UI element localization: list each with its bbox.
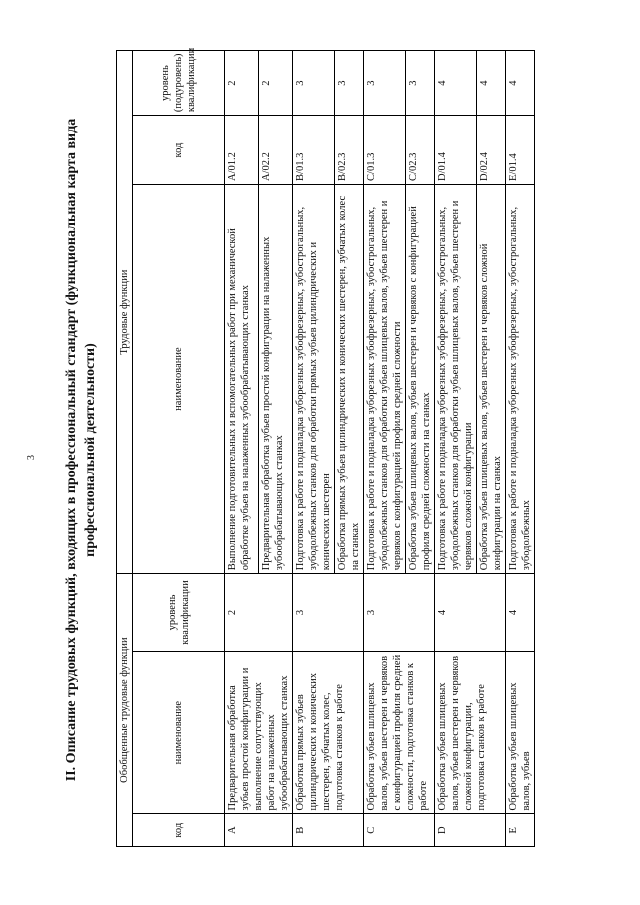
header-function-name: наименование	[133, 184, 225, 573]
group-level: 2	[225, 574, 293, 652]
table-row	[293, 51, 335, 847]
header-function-code: код	[133, 116, 225, 185]
group-level: 3	[364, 574, 435, 652]
group-name: Предварительная обработка зубьев простой конфигурации и выполнение сопутствующих работ на налаженных зубообрабатывающих станках	[225, 651, 293, 814]
function-level: 4	[506, 51, 535, 116]
header-row-1	[117, 51, 133, 847]
function-name: Подготовка к работе и подналадка зуборезных зубофрезерных, зубострогальных, зубодолбежных	[506, 184, 535, 573]
group-code: E	[506, 814, 535, 847]
function-name: Обработка зубьев шлицевых валов, зубьев шестерен и червяков сложной конфигурации на станках	[477, 184, 506, 573]
header-name: наименование	[133, 651, 225, 814]
group-code: A	[225, 814, 293, 847]
group-name: Обработка зубьев шлицевых валов, зубьев шестерен и червяков с конфигурацией профиля средней сложности, подготовка станков к работе	[364, 651, 435, 814]
section-title-line-1: II. Описание трудовых функций, входящих в профессиональный стандарт (функциональная карта вида	[64, 118, 79, 782]
function-code: C/02.3	[406, 116, 435, 185]
group-name: Обработка зубьев шлицевых валов, зубьев	[506, 651, 535, 814]
header-row-2	[133, 51, 225, 847]
group-level: 3	[293, 574, 364, 652]
function-name: Обработка прямых зубьев цилиндрических и конических шестерен, зубчатых колес на станках	[335, 184, 364, 573]
function-level: 3	[335, 51, 364, 116]
page-number: 3	[26, 455, 37, 460]
header-sublevel: уровень (подуровень) квалификации	[133, 51, 225, 116]
function-name: Выполнение подготовительных и вспомогательных работ при механической обработке зубьев на налаженных зубообрабатывающих станках	[225, 184, 259, 573]
group-code: D	[435, 814, 506, 847]
function-code: B/01.3	[293, 116, 335, 185]
function-name: Предварительная обработка зубьев простой конфигурации на налаженных зубообрабатывающих станках	[259, 184, 293, 573]
function-level: 3	[406, 51, 435, 116]
function-code: C/01.3	[364, 116, 406, 185]
function-name: Подготовка к работе и подналадка зуборезных зубофрезерных, зубострогальных, зубодолбежных станков для обработки зубьев шлицевых валов, зубьев шестерен и червяков с конфигурацией профиля средней сложности	[364, 184, 406, 573]
group-name: Обработка прямых зубьев цилиндрических и конических шестерен, зубчатых колес, подготовка станков к работе	[293, 651, 364, 814]
section-title	[62, 55, 100, 845]
function-code: E/01.4	[506, 116, 535, 185]
function-name: Подготовка к работе и подналадка зуборезных зубофрезерных, зубострогальных, зубодолбежных станков для обработки зубьев шлицевых валов, зубьев шестерен и червяков сложной конфигурации	[435, 184, 477, 573]
function-level: 4	[435, 51, 477, 116]
table-row	[364, 51, 406, 847]
header-generalized: Обобщенные трудовые функции	[117, 574, 133, 847]
table-row	[506, 51, 535, 847]
group-name: Обработка зубьев шлицевых валов, зубьев шестерен и червяков сложной конфигурации, подготовка станков к работе	[435, 651, 506, 814]
function-level: 2	[225, 51, 259, 116]
header-code: код	[133, 814, 225, 847]
section-title-line-2: профессиональной деятельности)	[83, 343, 98, 557]
function-code: A/01.2	[225, 116, 259, 185]
function-level: 3	[293, 51, 335, 116]
group-code: C	[364, 814, 435, 847]
function-level: 4	[477, 51, 506, 116]
header-labor-functions: Трудовые функции	[117, 51, 133, 574]
group-level: 4	[506, 574, 535, 652]
group-code: B	[293, 814, 364, 847]
function-code: D/02.4	[477, 116, 506, 185]
function-code: D/01.4	[435, 116, 477, 185]
table-row	[225, 51, 259, 847]
function-name: Обработка зубьев шлицевых валов, зубьев шестерен и червяков с конфигурацией профиля средней сложности на станках	[406, 184, 435, 573]
function-code: A/02.2	[259, 116, 293, 185]
function-name: Подготовка к работе и подналадка зуборезных зубофрезерных, зубострогальных, зубодолбежных станков для обработки прямых зубьев цилиндрических и конических шестерен	[293, 184, 335, 573]
table-row	[435, 51, 477, 847]
function-level: 3	[364, 51, 406, 116]
header-level: уровень квалификации	[133, 574, 225, 652]
function-level: 2	[259, 51, 293, 116]
function-code: B/02.3	[335, 116, 364, 185]
group-level: 4	[435, 574, 506, 652]
table-body	[225, 51, 535, 847]
functional-map-table	[116, 47, 535, 847]
